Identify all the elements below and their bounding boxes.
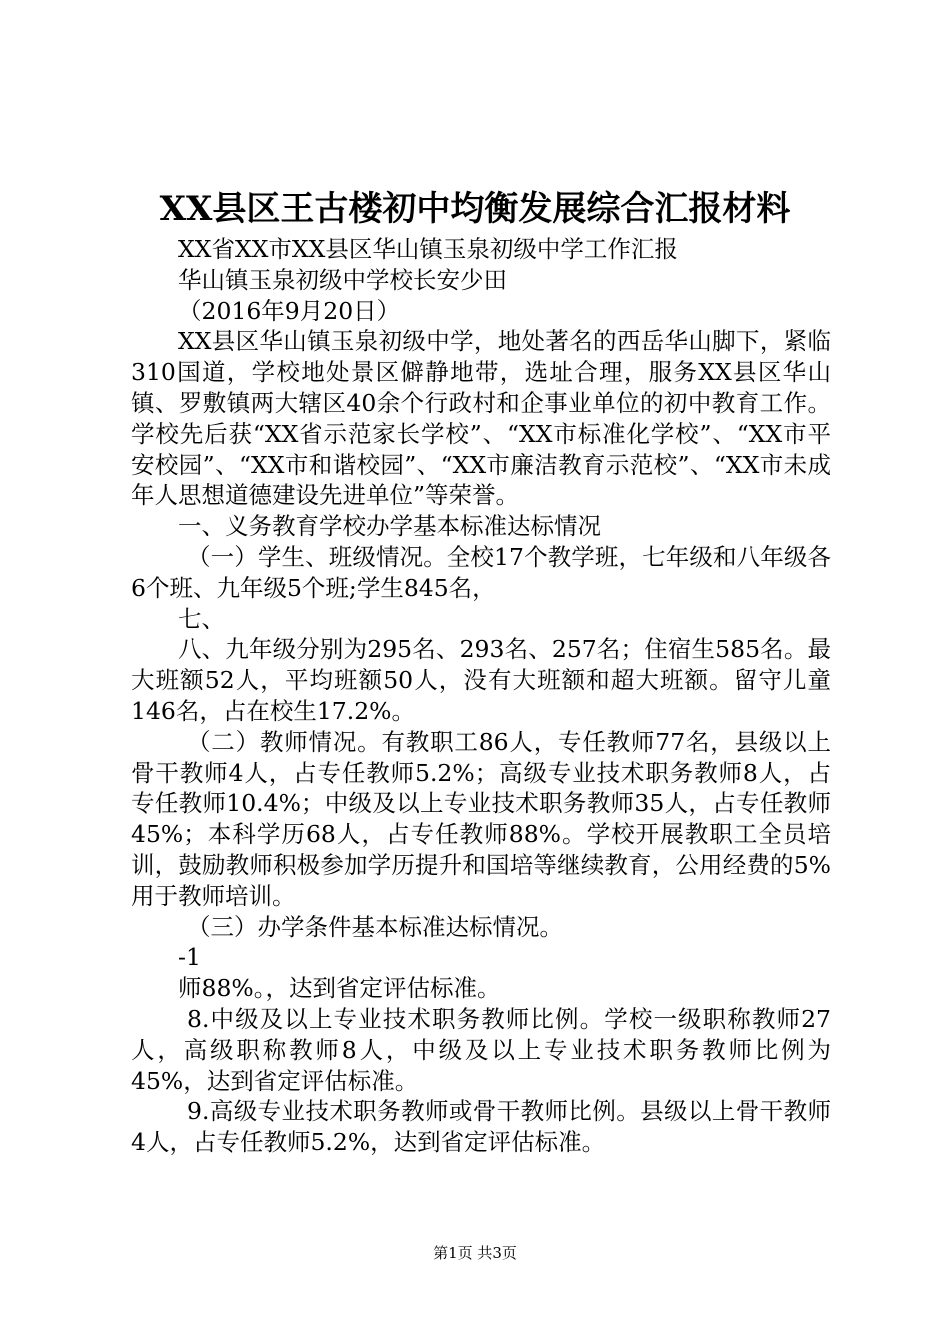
item-9-paragraph: 9.高级专业技术职务教师或骨干教师比例。县级以上骨干教师4人，占专任教师5.2%，达到省定评估标准。 [131, 1097, 831, 1157]
report-author: 华山镇玉泉初级中学校长安少田 [178, 265, 507, 294]
intro-paragraph: XX县区华山镇玉泉初级中学，地处著名的西岳华山脚下，紧临310国道，学校地处景区僻静地带，选址合理，服务XX县区华山镇、罗敷镇两大辖区40余个行政村和企事业单位的初中教育工作。学校先后获“XX省示范家长学校”、“XX市标准化学校”、“XX市平安校园”、“XX市和谐校园”、“XX市廉洁教育示范校”、“XX市未成年人思想道德建设先进单位”等荣誉。 [131, 327, 831, 510]
report-date: （2016年9月20日） [178, 296, 401, 325]
document-title: XX县区王古楼初中均衡发展综合汇报材料 [159, 189, 791, 229]
page-marker: -1 [178, 943, 201, 972]
students-classes-paragraph: （一）学生、班级情况。全校17个教学班，七年级和八年级各6个班、九年级5个班;学生845名， [131, 542, 831, 602]
document-body [131, 234, 831, 1158]
report-subtitle: XX省XX市XX县区华山镇玉泉初级中学工作汇报 [178, 235, 678, 263]
fragment-paragraph: 师88%。，达到省定评估标准。 [178, 974, 501, 1003]
teachers-paragraph: （二）教师情况。有教职工86人，专任教师77名，县级以上骨干教师4人，占专任教师5.2%；高级专业技术职务教师8人，占专任教师10.4%；中级及以上专业技术职务教师35人，占专任教师45%；本科学历68人，占专任教师88%。学校开展教职工全员培训，鼓励教师积极参加学历提升和国培等继续教育，公用经费的5%用于教师培训。 [131, 727, 831, 910]
conditions-heading: （三）办学条件基本标准达标情况。 [187, 912, 563, 941]
grade-stats-paragraph: 八、九年级分别为295名、293名、257名；住宿生585名。最大班额52人，平均班额50人，没有大班额和超大班额。留守儿童146名，占在校生17.2%。 [131, 635, 831, 725]
item-8-paragraph: 8.中级及以上专业技术职务教师比例。学校一级职称教师27人，高级职称教师8人，中级及以上专业技术职务教师比例为45%，达到省定评估标准。 [131, 1004, 831, 1095]
grade-fragment: 七、 [178, 604, 225, 633]
section-heading-1: 一、义务教育学校办学基本标准达标情况 [178, 512, 601, 541]
page-number-footer: 第1页 共3页 [433, 1244, 517, 1262]
